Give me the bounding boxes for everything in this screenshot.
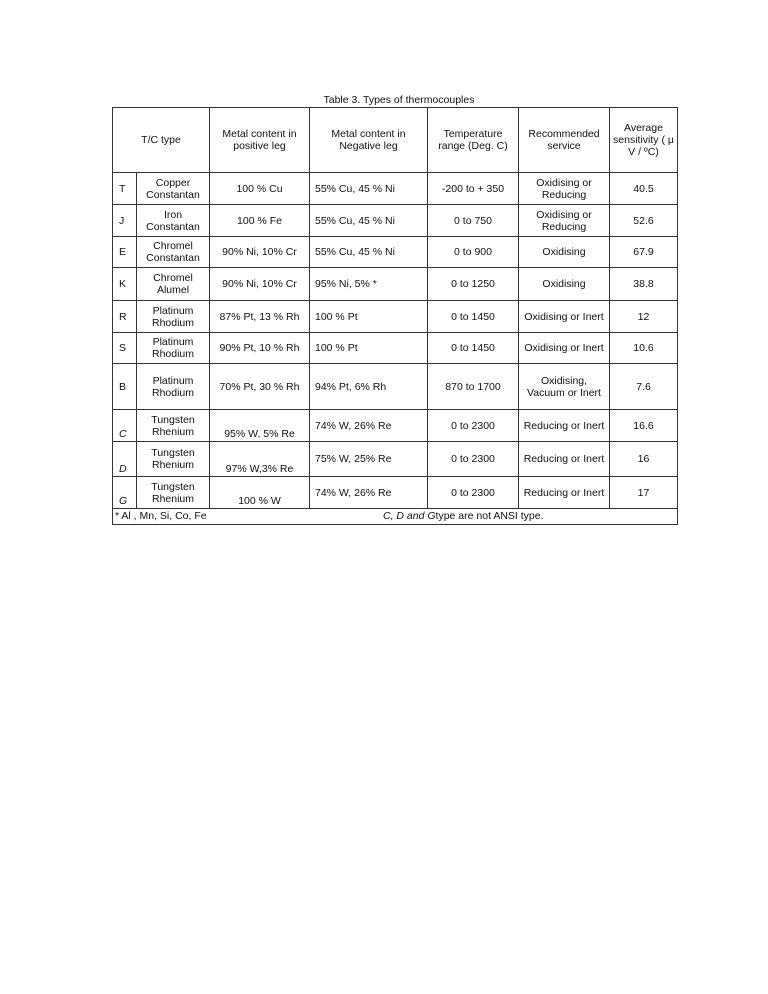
recommended-service: Reducing or Inert (519, 442, 610, 477)
header-positive-leg: Metal content in positive leg (210, 108, 310, 173)
footnote-impurities: * Al , Mn, Si, Co, Fe (115, 510, 207, 522)
header-temperature-range: Temperature range (Deg. C) (428, 108, 519, 173)
recommended-service: Oxidising (519, 268, 610, 301)
temperature-range: 0 to 2300 (428, 442, 519, 477)
header-row (113, 108, 678, 173)
table-row (113, 442, 678, 477)
table-row (113, 205, 678, 237)
type-name: Chromel Alumel (137, 268, 210, 301)
type-code: K (113, 268, 137, 301)
negative-leg: 94% Pt, 6% Rh (310, 364, 428, 410)
average-sensitivity: 7.6 (610, 364, 678, 410)
type-name: Tungsten Rhenium (137, 410, 210, 442)
average-sensitivity: 67.9 (610, 237, 678, 268)
type-code: S (113, 333, 137, 364)
table-row (113, 268, 678, 301)
type-code: C (113, 410, 137, 442)
footnote-ansi (383, 510, 544, 522)
temperature-range: -200 to + 350 (428, 173, 519, 205)
table-row (113, 410, 678, 442)
header-tc-type: T/C type (113, 108, 210, 173)
negative-leg: 75% W, 25% Re (310, 442, 428, 477)
table-row (113, 364, 678, 410)
recommended-service: Reducing or Inert (519, 477, 610, 509)
positive-leg: 87% Pt, 13 % Rh (210, 301, 310, 333)
type-code: E (113, 237, 137, 268)
average-sensitivity: 40.5 (610, 173, 678, 205)
header-recommended-service: Recommended service (519, 108, 610, 173)
positive-leg: 95% W, 5% Re (210, 410, 310, 442)
average-sensitivity: 12 (610, 301, 678, 333)
recommended-service: Oxidising or Reducing (519, 205, 610, 237)
table-row (113, 301, 678, 333)
negative-leg: 100 % Pt (310, 333, 428, 364)
non-ansi-text: type are not ANSI type. (435, 510, 544, 522)
temperature-range: 0 to 900 (428, 237, 519, 268)
positive-leg: 100 % Cu (210, 173, 310, 205)
type-name: Platinum Rhodium (137, 364, 210, 410)
average-sensitivity: 38.8 (610, 268, 678, 301)
negative-leg: 74% W, 26% Re (310, 410, 428, 442)
header-average-sensitivity: Average sensitivity ( μ V / ºC) (610, 108, 678, 173)
average-sensitivity: 16 (610, 442, 678, 477)
type-code: T (113, 173, 137, 205)
type-name: Platinum Rhodium (137, 301, 210, 333)
positive-leg: 90% Ni, 10% Cr (210, 268, 310, 301)
average-sensitivity: 10.6 (610, 333, 678, 364)
temperature-range: 0 to 2300 (428, 410, 519, 442)
type-code: D (113, 442, 137, 477)
type-name: Chromel Constantan (137, 237, 210, 268)
positive-leg: 100 % W (210, 477, 310, 509)
positive-leg: 90% Pt, 10 % Rh (210, 333, 310, 364)
type-name: Platinum Rhodium (137, 333, 210, 364)
positive-leg: 100 % Fe (210, 205, 310, 237)
negative-leg: 74% W, 26% Re (310, 477, 428, 509)
positive-leg: 97% W,3% Re (210, 442, 310, 477)
temperature-range: 0 to 1450 (428, 301, 519, 333)
temperature-range: 0 to 1450 (428, 333, 519, 364)
type-name: Copper Constantan (137, 173, 210, 205)
recommended-service: Oxidising (519, 237, 610, 268)
positive-leg: 70% Pt, 30 % Rh (210, 364, 310, 410)
type-code: G (113, 477, 137, 509)
type-name: Iron Constantan (137, 205, 210, 237)
recommended-service: Oxidising or Inert (519, 333, 610, 364)
temperature-range: 870 to 1700 (428, 364, 519, 410)
temperature-range: 0 to 1250 (428, 268, 519, 301)
table-row (113, 237, 678, 268)
header-negative-leg: Metal content in Negative leg (310, 108, 428, 173)
negative-leg: 100 % Pt (310, 301, 428, 333)
negative-leg: 55% Cu, 45 % Ni (310, 237, 428, 268)
table-row (113, 333, 678, 364)
average-sensitivity: 16.6 (610, 410, 678, 442)
table-row (113, 477, 678, 509)
type-name: Tungsten Rhenium (137, 442, 210, 477)
temperature-range: 0 to 750 (428, 205, 519, 237)
positive-leg: 90% Ni, 10% Cr (210, 237, 310, 268)
negative-leg: 55% Cu, 45 % Ni (310, 173, 428, 205)
footer-row (113, 509, 678, 525)
negative-leg: 95% Ni, 5% * (310, 268, 428, 301)
recommended-service: Oxidising or Inert (519, 301, 610, 333)
recommended-service: Reducing or Inert (519, 410, 610, 442)
non-ansi-types: C, D and G (383, 510, 436, 522)
negative-leg: 55% Cu, 45 % Ni (310, 205, 428, 237)
average-sensitivity: 52.6 (610, 205, 678, 237)
recommended-service: Oxidising, Vacuum or Inert (519, 364, 610, 410)
type-code: J (113, 205, 137, 237)
table-caption: Table 3. Types of thermocouples (323, 94, 475, 106)
table-footer (113, 509, 678, 525)
average-sensitivity: 17 (610, 477, 678, 509)
recommended-service: Oxidising or Reducing (519, 173, 610, 205)
thermocouple-table (112, 107, 678, 525)
table-row (113, 173, 678, 205)
type-code: B (113, 364, 137, 410)
type-name: Tungsten Rhenium (137, 477, 210, 509)
type-code: R (113, 301, 137, 333)
temperature-range: 0 to 2300 (428, 477, 519, 509)
